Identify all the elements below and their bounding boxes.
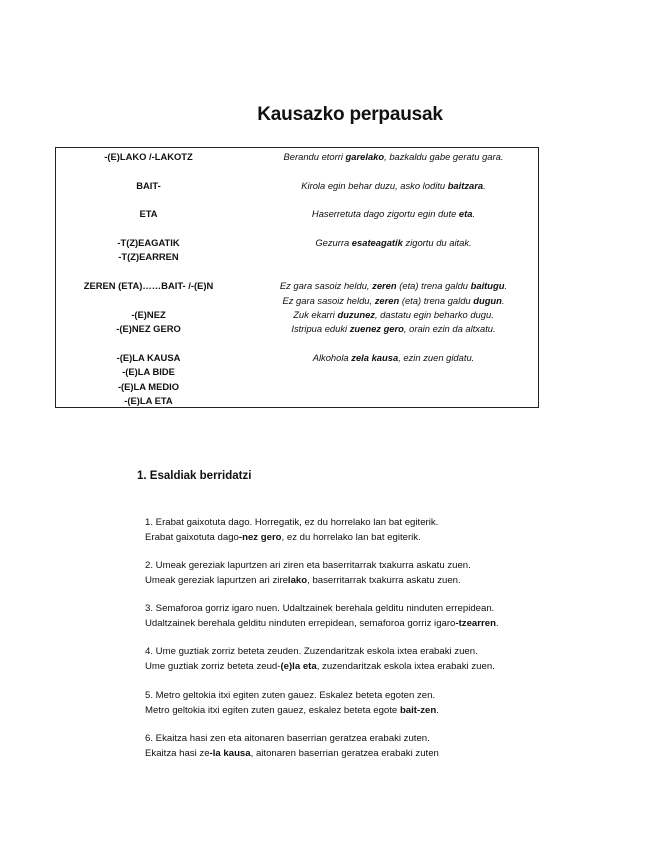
exercise-item — [145, 558, 471, 588]
conjunction-la-bide: -(E)LA BIDE — [122, 366, 175, 377]
exercise-question: 5. Metro geltokia itxi egiten zuten gauez. Eskalez beteta egoten zen. — [145, 690, 436, 701]
exercise-answer: Erabat gaixotuta dago-nez gero, ez du horrelako lan bat egiterik. — [145, 532, 421, 543]
example-sentence: Zuk ekarri duzunez, dastatu egin beharko dugu. — [293, 309, 494, 320]
exercise-answer: Metro geltokia itxi egiten zuten gauez, eskalez beteta egote bait-zen. — [145, 705, 439, 716]
example-sentence: Istripua eduki zuenez gero, orain ezin da altxatu. — [291, 323, 496, 334]
example-sentence: Ez gara sasoiz heldu, zeren (eta) trena galdu baitugu. — [279, 280, 508, 291]
conjunction-eagatik: -T(Z)EAGATIK — [117, 237, 180, 248]
conjunction-la-eta: -(E)LA ETA — [124, 395, 173, 406]
exercise-question: 6. Ekaitza hasi zen eta aitonaren baserrian geratzea erabaki zuten. — [145, 733, 430, 744]
exercise-question: 2. Umeak gereziak lapurtzen ari ziren eta baserritarrak txakurra askatu zuen. — [145, 560, 471, 571]
conjunction-la-kausa: -(E)LA KAUSA — [116, 352, 181, 363]
conjunction-zeren: ZEREN (ETA)……BAIT- /-(E)N — [83, 280, 214, 291]
exercise-item — [145, 731, 439, 761]
example-sentence: Alkohola zela kausa, ezin zuen gidatu. — [312, 352, 475, 363]
example-sentence: Haserretuta dago zigortu egin dute eta. — [311, 208, 476, 219]
example-sentence: Gezurra esateagatik zigortu du aitak. — [315, 237, 472, 248]
conjunction-lako: -(E)LAKO /-LAKOTZ — [104, 151, 193, 162]
example-sentence: Ez gara sasoiz heldu, zeren (eta) trena galdu dugun. — [282, 295, 505, 306]
conjunction-la-medio: -(E)LA MEDIO — [117, 381, 180, 392]
exercise-answer: Ekaitza hasi ze-la kausa, aitonaren baserrian geratzea erabaki zuten — [145, 748, 439, 759]
conjunction-nez: -(E)NEZ — [131, 309, 166, 320]
exercise-item — [145, 601, 499, 631]
exercise-question: 4. Ume guztiak zorriz beteta zeuden. Zuzendaritzak eskola ixtea erabaki zuen. — [145, 646, 478, 657]
conjunction-eta: ETA — [139, 208, 158, 219]
exercise-answer: Umeak gereziak lapurtzen ari zirelako, baserritarrak txakurra askatu zuen. — [145, 575, 461, 586]
example-sentence: Kirola egin behar duzu, asko loditu baitzara. — [301, 180, 486, 191]
conjunction-earren: -T(Z)EARREN — [118, 251, 179, 262]
exercise-heading: 1. Esaldiak berridatzi — [137, 470, 252, 482]
exercise-item — [145, 644, 495, 674]
conjunction-bait: BAIT- — [136, 180, 161, 191]
exercise-answer: Udaltzainek berehala gelditu ninduten errepidean, semaforoa gorriz igaro-tzearren. — [145, 618, 499, 629]
conjunction-nez-gero: -(E)NEZ GERO — [116, 323, 181, 334]
page-title: Kausazko perpausak — [257, 104, 443, 125]
example-sentence: Berandu etorri garelako, bazkaldu gabe geratu gara. — [283, 151, 504, 162]
exercise-question: 3. Semaforoa gorriz igaro nuen. Udaltzainek berehala gelditu ninduten errepidean. — [145, 603, 495, 614]
exercise-item — [145, 515, 438, 545]
exercise-question: 1. Erabat gaixotuta dago. Horregatik, ez du horrelako lan bat egiterik. — [145, 517, 439, 528]
exercise-item — [145, 688, 439, 718]
exercise-answer: Ume guztiak zorriz beteta zeud-(e)la eta, zuzendaritzak eskola ixtea erabaki zuen. — [145, 661, 495, 672]
causal-conjunctions-table — [55, 147, 539, 408]
